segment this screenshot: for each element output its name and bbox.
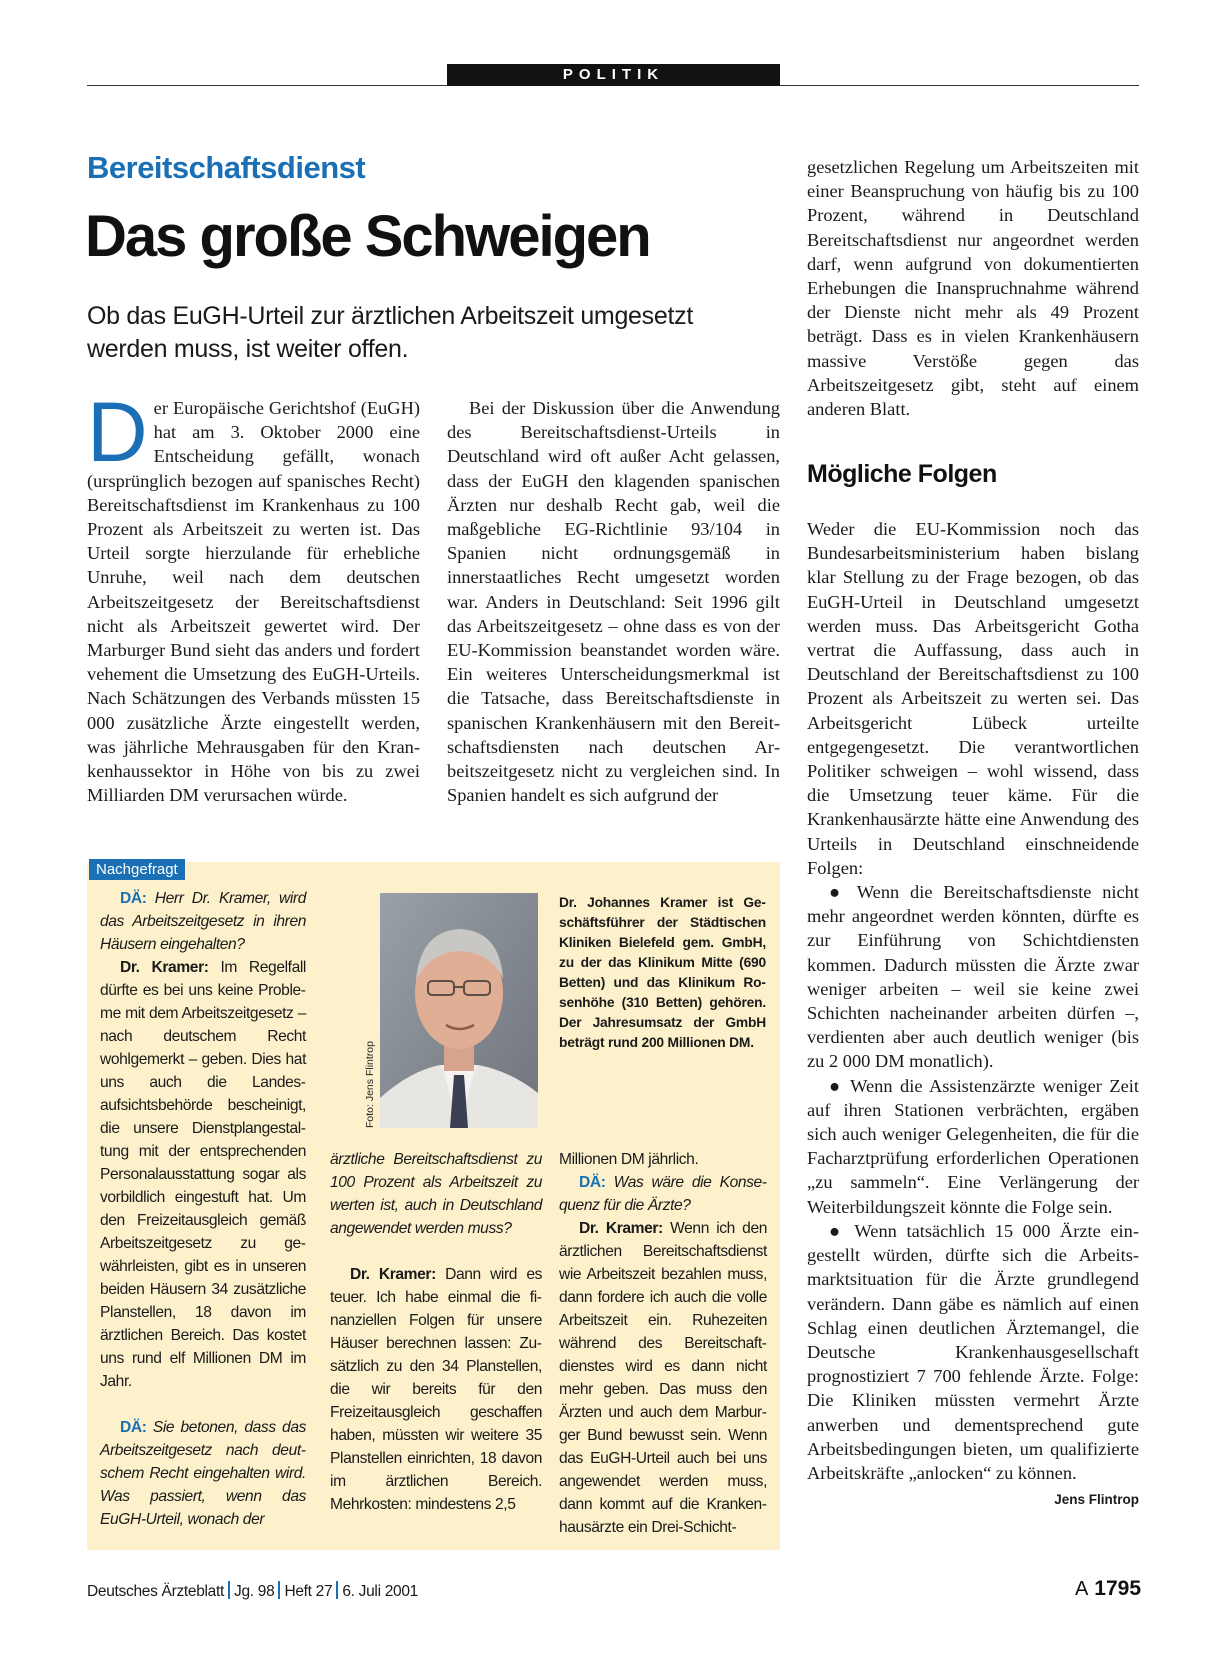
column-3-paragraph: Weder die EU-Kommission noch das Bundesarbeitsministerium haben bislang klar Stellung zu der Frage bezogen, ob das EuGH-Urteil in Deutschland umgesetzt werden muss. Das Arbeitsgericht Gotha vertrat die Auffassung, dass auch in Deutschland der Bereitschaftsdienst zu 100 Prozent als Arbeitszeit zu werten sei. Das Arbeitsgericht Lübeck urteilte entgegengesetzt. Die verantwortlichen Politiker schweigen – wohl wissend, dass die Umsetzung teuer käme. Für die Krankenhausärzte hätte eine Anwendung des Urteils in Deutschland einschneidende Folgen: [807, 519, 1139, 878]
article-column-3-body [807, 517, 1139, 1512]
page-prefix: A [1074, 1578, 1089, 1600]
journal-date: 6. Juli 2001 [342, 1583, 419, 1600]
bullet-3-text: ● Wenn tatsächlich 15 000 Ärzte eingestellt würden, dürfte sich die Arbeitsmarktsituation für die Ärzte grundlegend verändern. Dann gäbe es nämlich auf einen Schlag einen deutlichen Ärztemangel, die Deutsche Krankenhausgesellschaft prognostiziert 7 700 fehlende Ärzte. Folge: Die Kliniken müssten vermehrt Ärzte anwerben und dementsprechend gute Arbeitsbedingungen bieten, um qualifizierte Arbeitskräfte „anlocken“ zu können. [807, 1220, 1139, 1483]
interview-column-3 [559, 1148, 767, 1539]
interview-column-2 [330, 1148, 542, 1516]
footer-separator [278, 1581, 280, 1599]
column-1-text: er Europäische Gerichtshof (EuGH) hat am 3. Oktober 2000 eine Entscheidung gefällt, wonach (ursprünglich bezogen auf spanisches Recht) Bereitschaftsdienst im Krankenhaus zu 100 Prozent als Arbeitszeit zu werten ist. Das Urteil sorgte hierzulande für erhebliche Unruhe, weil nach dem deutschen Arbeitszeitgesetz der Bereitschaftsdienst nicht als Arbeitszeit gewertet wird. Der Marburger Bund sieht das anders und fordert vehement die Umsetzung des EuGH-Urteils. Nach Schätzungen des Verbands müssten 15 000 zusätzliche Ärzte eingestellt werden, was jährliche Mehrausgaben für den Krankenhaussektor in Höhe von bis zu zwei Milliarden DM verursachen würde. [87, 398, 420, 806]
question-label: DÄ: [120, 890, 147, 907]
drop-cap: D [87, 385, 148, 479]
answer-3-text: Wenn ich den ärztlichen Bereitschaftsdienst wie Arbeitszeit bezahlen muss, dann fordere ich auch die volle Arbeitszeit ein. Ruhezeiten während des Bereitschaftdienstes wird es dann nicht mehr geben. Das muss den Ärzten und auch dem Marburger Bund bewusst sein. Wenn das EuGH-Urteil auch bei uns angewendet werden muss, dann kommt auf die Krankenhausärzte ein Drei-Schicht- [559, 1220, 767, 1536]
bullet-1: ● Wenn die Bereitschaftsdienste nicht mehr angeordnet werden könnten, dürfte es zur Einführung von Schichtdiensten kommen. Dadurch müssten die Ärzte zwar weniger arbeiten – weil sie keine zwei Schichten nacheinander arbeiten dürfen –, verdienten aber auch deutlich weniger (bis zu 2 000 DM monatlich). [807, 882, 1139, 1072]
article-column-1 [87, 385, 420, 807]
article-headline: Das große Schweigen [85, 204, 650, 269]
question-2-text-part-1: Sie betonen, dass das Arbeitszeitgesetz nach deutschem Recht eingehalten wird. Was passiert, wenn das EuGH-Urteil, wonach der [100, 1419, 306, 1528]
question-label: DÄ: [579, 1174, 606, 1191]
question-2 [100, 1416, 306, 1531]
answer-label: Dr. Kramer: [579, 1220, 663, 1237]
interview-column-1 [100, 887, 306, 1531]
question-2-continued: ärztliche Bereitschaftsdienst zu 100 Prozent als Arbeitszeit zu werten ist, auch in Deutschland angewendet werden muss? [330, 1151, 542, 1237]
article-column-2: Bei der Diskussion über die Anwendung des Bereitschaftsdienst-Urteils in Deutschland wird oft außer Acht gelassen, dass der EuGH den klagenden spanischen Ärzten nur deshalb Recht gab, weil die maßgebliche EG-Richtlinie 93/104 in Spanien nicht ordnungsgemäß in innerstaatliches Recht umgesetzt worden war. Anders in Deutschland: Seit 1996 gilt das Arbeitszeitgesetz – ohne dass es von der EU-Kommission beanstandet worden wäre. Ein weiteres Unterscheidungsmerkmal ist die Tatsache, dass Bereitschaftsdienste in spanischen Krankenhäusern mit den Bereitschaftsdiensten nach deutschen Arbeitszeitgesetz nicht zu vergleichen sind. In Spanien handelt es sich aufgrund der [447, 398, 780, 806]
interviewee-bio: Dr. Johannes Kramer ist Geschäftsführer der Städtischen Kliniken Bielefeld gem. GmbH, zu der das Klinikum Mitte (690 Betten) und das Klinikum Rosenhöhe (310 Betten) gehören. Der Jahresumsatz der GmbH beträgt rund 200 Millionen DM. [559, 895, 766, 1050]
journal-issue: Heft 27 [284, 1583, 333, 1600]
footer-separator [336, 1581, 338, 1599]
question-3 [559, 1171, 767, 1217]
interview-tag: Nachgefragt [89, 859, 185, 880]
author-byline: Jens Flintrop [1054, 1492, 1139, 1508]
page-number [1075, 1577, 1141, 1601]
footer-separator [228, 1581, 230, 1599]
answer-2 [330, 1263, 542, 1516]
answer-2-continued: Millionen DM jährlich. [559, 1151, 699, 1168]
answer-1-text: Im Regelfall dürfte es bei uns keine Probleme mit dem Arbeitszeitgesetz – nach deutschem Recht wohlgemerkt – geben. Dies hat uns auch die Landesaufsichtsbehörde bescheinigt, die unsere Dienstplangestaltung mit der entsprechenden Personalausstattung sogar als vorbildlich eingestuft hat. Um den Freizeitausgleich gemäß Arbeitszeitgesetz zu gewährleisten, gibt es in unseren beiden Häusern 34 zusätzliche Planstellen, 18 davon im ärztlichen Bereich. Das kostet uns rund elf Millionen DM im Jahr. [100, 959, 306, 1390]
page-number-value: 1795 [1094, 1577, 1141, 1600]
answer-label: Dr. Kramer: [350, 1266, 436, 1283]
journal-volume: Jg. 98 [234, 1583, 275, 1600]
portrait-photo [380, 893, 538, 1128]
answer-1 [100, 956, 306, 1393]
answer-2-text-part-1: Dann wird es teuer. Ich habe einmal die finanziellen Folgen für unsere Häuser berechnen lassen: Zusätzlich zu den 34 Planstellen, die wir bereits für den Freizeitausgleich geschaffen haben, müssten wir weitere 35 Planstellen einrichten, 18 davon im ärztlichen Bereich. Mehrkosten: mindestens 2,5 [330, 1266, 542, 1513]
photo-credit: Foto: Jens Flintrop [364, 1041, 376, 1128]
portrait-illustration [380, 893, 538, 1128]
question-1-text: Herr Dr. Kramer, wird das Arbeitszeitgesetz in ihren Häusern eingehalten? [100, 890, 307, 953]
answer-3 [559, 1217, 767, 1539]
page-footer [87, 1581, 418, 1601]
journal-name: Deutsches Ärzteblatt [87, 1583, 225, 1600]
bullet-3 [807, 1219, 1139, 1508]
question-1 [100, 887, 306, 956]
section-label: POLITIK [447, 64, 780, 86]
answer-label: Dr. Kramer: [120, 959, 209, 976]
bullet-2: ● Wenn die Assistenzärzte weniger Zeit auf ihren Stationen verbrächten, ergäben sich auch weniger Gelegenheiten, die für die Facharztprüfung erforderlichen Operationen „zu sammeln“. Eine Verlängerung der Weiterbildungszeit könnte die Folge sein. [807, 1075, 1139, 1217]
question-3-text: Was wäre die Konsequenz für die Ärzte? [559, 1174, 767, 1214]
section-subhead: Mögliche Folgen [807, 460, 997, 488]
article-lead: Ob das EuGH-Urteil zur ärztlichen Arbeitszeit umgesetzt werden muss, ist weiter offen. [87, 302, 693, 363]
article-kicker: Bereitschaftsdienst [87, 150, 366, 185]
article-column-3-top: gesetzlichen Regelung um Arbeitszeiten mit einer Beanspruchung von häufig bis zu 100 Prozent, während in Deutschland Bereitschaftsdienst nur angeordnet werden darf, wenn aufgrund von dokumentierten Erhebungen die Inanspruchnahme während der Dienste nicht mehr als 49 Prozent beträgt. Dass es in vielen Krankenhäusern massive Verstöße gegen das Arbeitszeitgesetz gibt, steht auf einem anderen Blatt. [807, 157, 1139, 420]
question-label: DÄ: [120, 1419, 147, 1436]
